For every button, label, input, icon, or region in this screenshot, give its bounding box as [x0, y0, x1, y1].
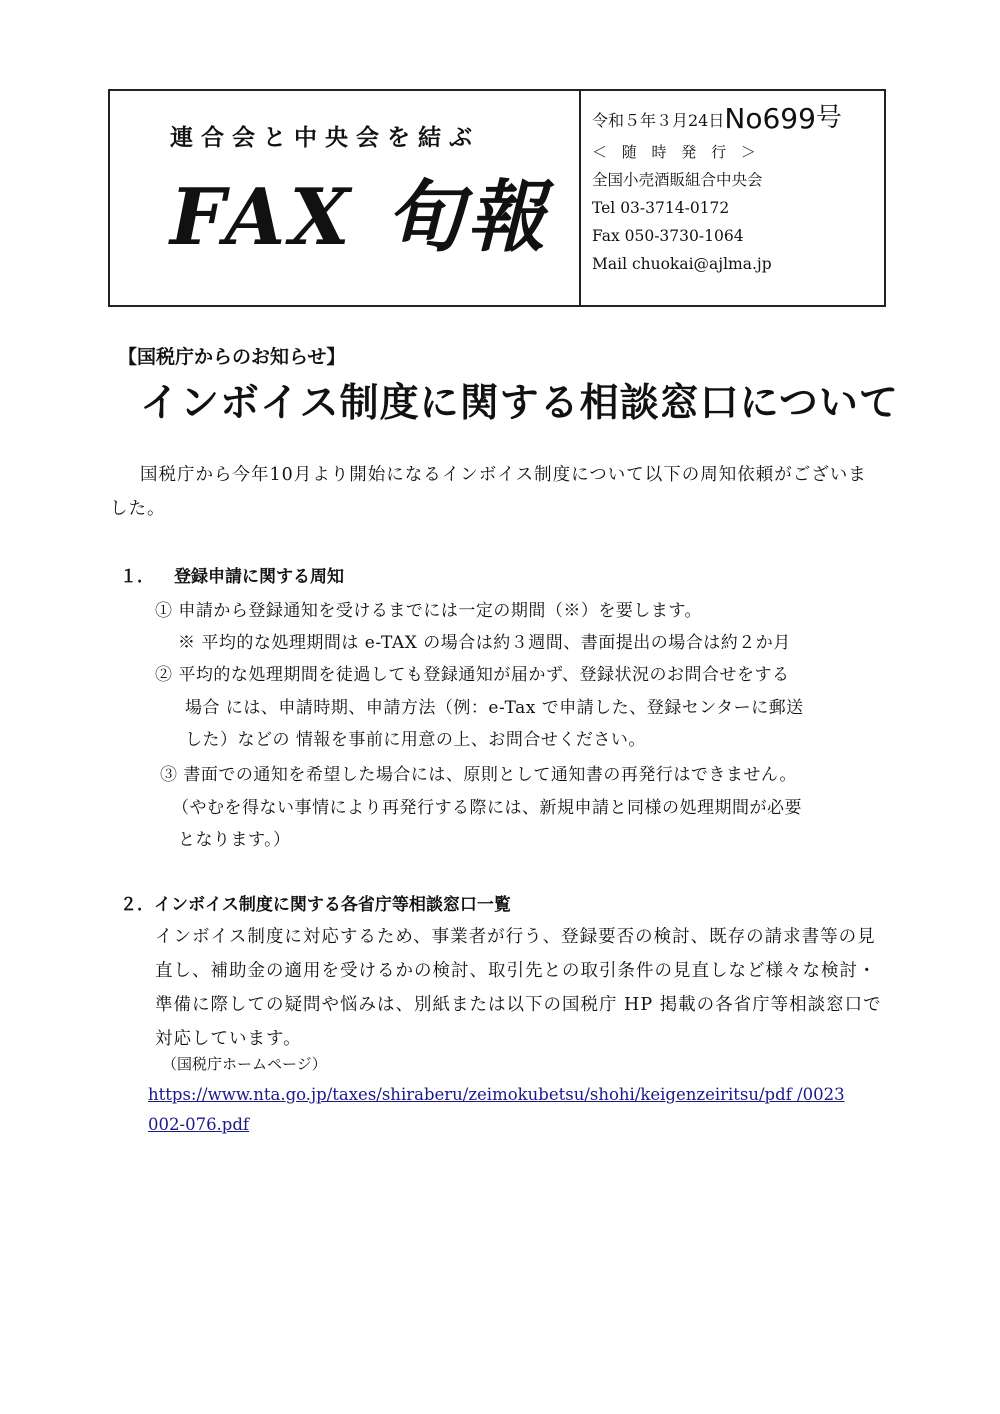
notice-title: インボイス制度に関する相談窓口について	[140, 381, 899, 426]
section1-line-8: となります。）	[178, 830, 291, 850]
issue-info	[592, 101, 882, 278]
tagline: 連合会と中央会を結ぶ	[170, 124, 480, 151]
section1-line-2: ※ 平均的な処理期間は e-TAX の場合は約３週間、書面提出の場合は約２か月	[178, 633, 791, 653]
section1-line-1: ① 申請から登録通知を受けるまでには一定の期間（※）を要します。	[155, 601, 703, 621]
issue-line	[592, 101, 882, 138]
header-divider	[579, 91, 581, 305]
mail-address: Mail chuokai@ajlma.jp	[592, 255, 772, 273]
section1-line-7: （やむを得ない事情により再発行する際には、新規申請と同様の処理期間が必要	[172, 798, 802, 818]
section2-title: インボイス制度に関する各省庁等相談窓口一覧	[154, 895, 511, 915]
section2-number: ２．	[120, 895, 154, 915]
section1-line-5: した）などの 情報を事前に用意の上、お問合せください。	[185, 730, 646, 750]
section1-heading	[120, 562, 344, 587]
section1-title: 登録申請に関する周知	[174, 567, 344, 587]
section1-line-6: ③ 書面での通知を希望した場合には、原則として通知書の再発行はできません。	[160, 765, 797, 785]
source-label: （国税庁ホームページ）	[162, 1055, 327, 1073]
section1-number: １．	[120, 567, 154, 587]
masthead-title: FAX 旬報	[170, 172, 549, 263]
fax-number: Fax 050-3730-1064	[592, 227, 744, 245]
publication-frequency: ＜ 随 時 発 行 ＞	[592, 143, 761, 161]
nta-link[interactable]: https://www.nta.go.jp/taxes/shiraberu/zeimokubetsu/shohi/keigenzeiritsu/pdf /0023002-076.pdf	[148, 1085, 845, 1134]
issue-suffix: 号	[815, 103, 842, 133]
section1-line-4: 場合 には、申請時期、申請方法（例：e-Tax で申請した、登録センターに郵送	[185, 698, 804, 718]
section1-line-3: ② 平均的な処理期間を徒過しても登録通知が届かず、登録状況のお問合せをする	[155, 665, 790, 685]
header-box	[108, 89, 886, 307]
issue-date: 令和５年３月24日	[592, 111, 725, 130]
notice-source-title: 【国税庁からのお知らせ】	[118, 346, 346, 368]
tel-number: Tel 03-3714-0172	[592, 199, 730, 217]
section2-body: インボイス制度に対応するため、事業者が行う、登録要否の検討、既存の請求書等の見直し、補助金の適用を受けるかの検討、取引先との取引条件の見直しなど様々な検討・準備に際しての疑問や悩みは、別紙または以下の国税庁 HP 掲載の各省庁等相談窓口で対応しています。	[155, 927, 882, 1049]
section2-heading	[120, 890, 511, 915]
issue-number: No699	[724, 102, 816, 135]
organization-name: 全国小売酒販組合中央会	[592, 171, 763, 189]
intro-paragraph: 国税庁から今年10月より開始になるインボイス制度について以下の周知依頼がございました。	[110, 465, 867, 519]
